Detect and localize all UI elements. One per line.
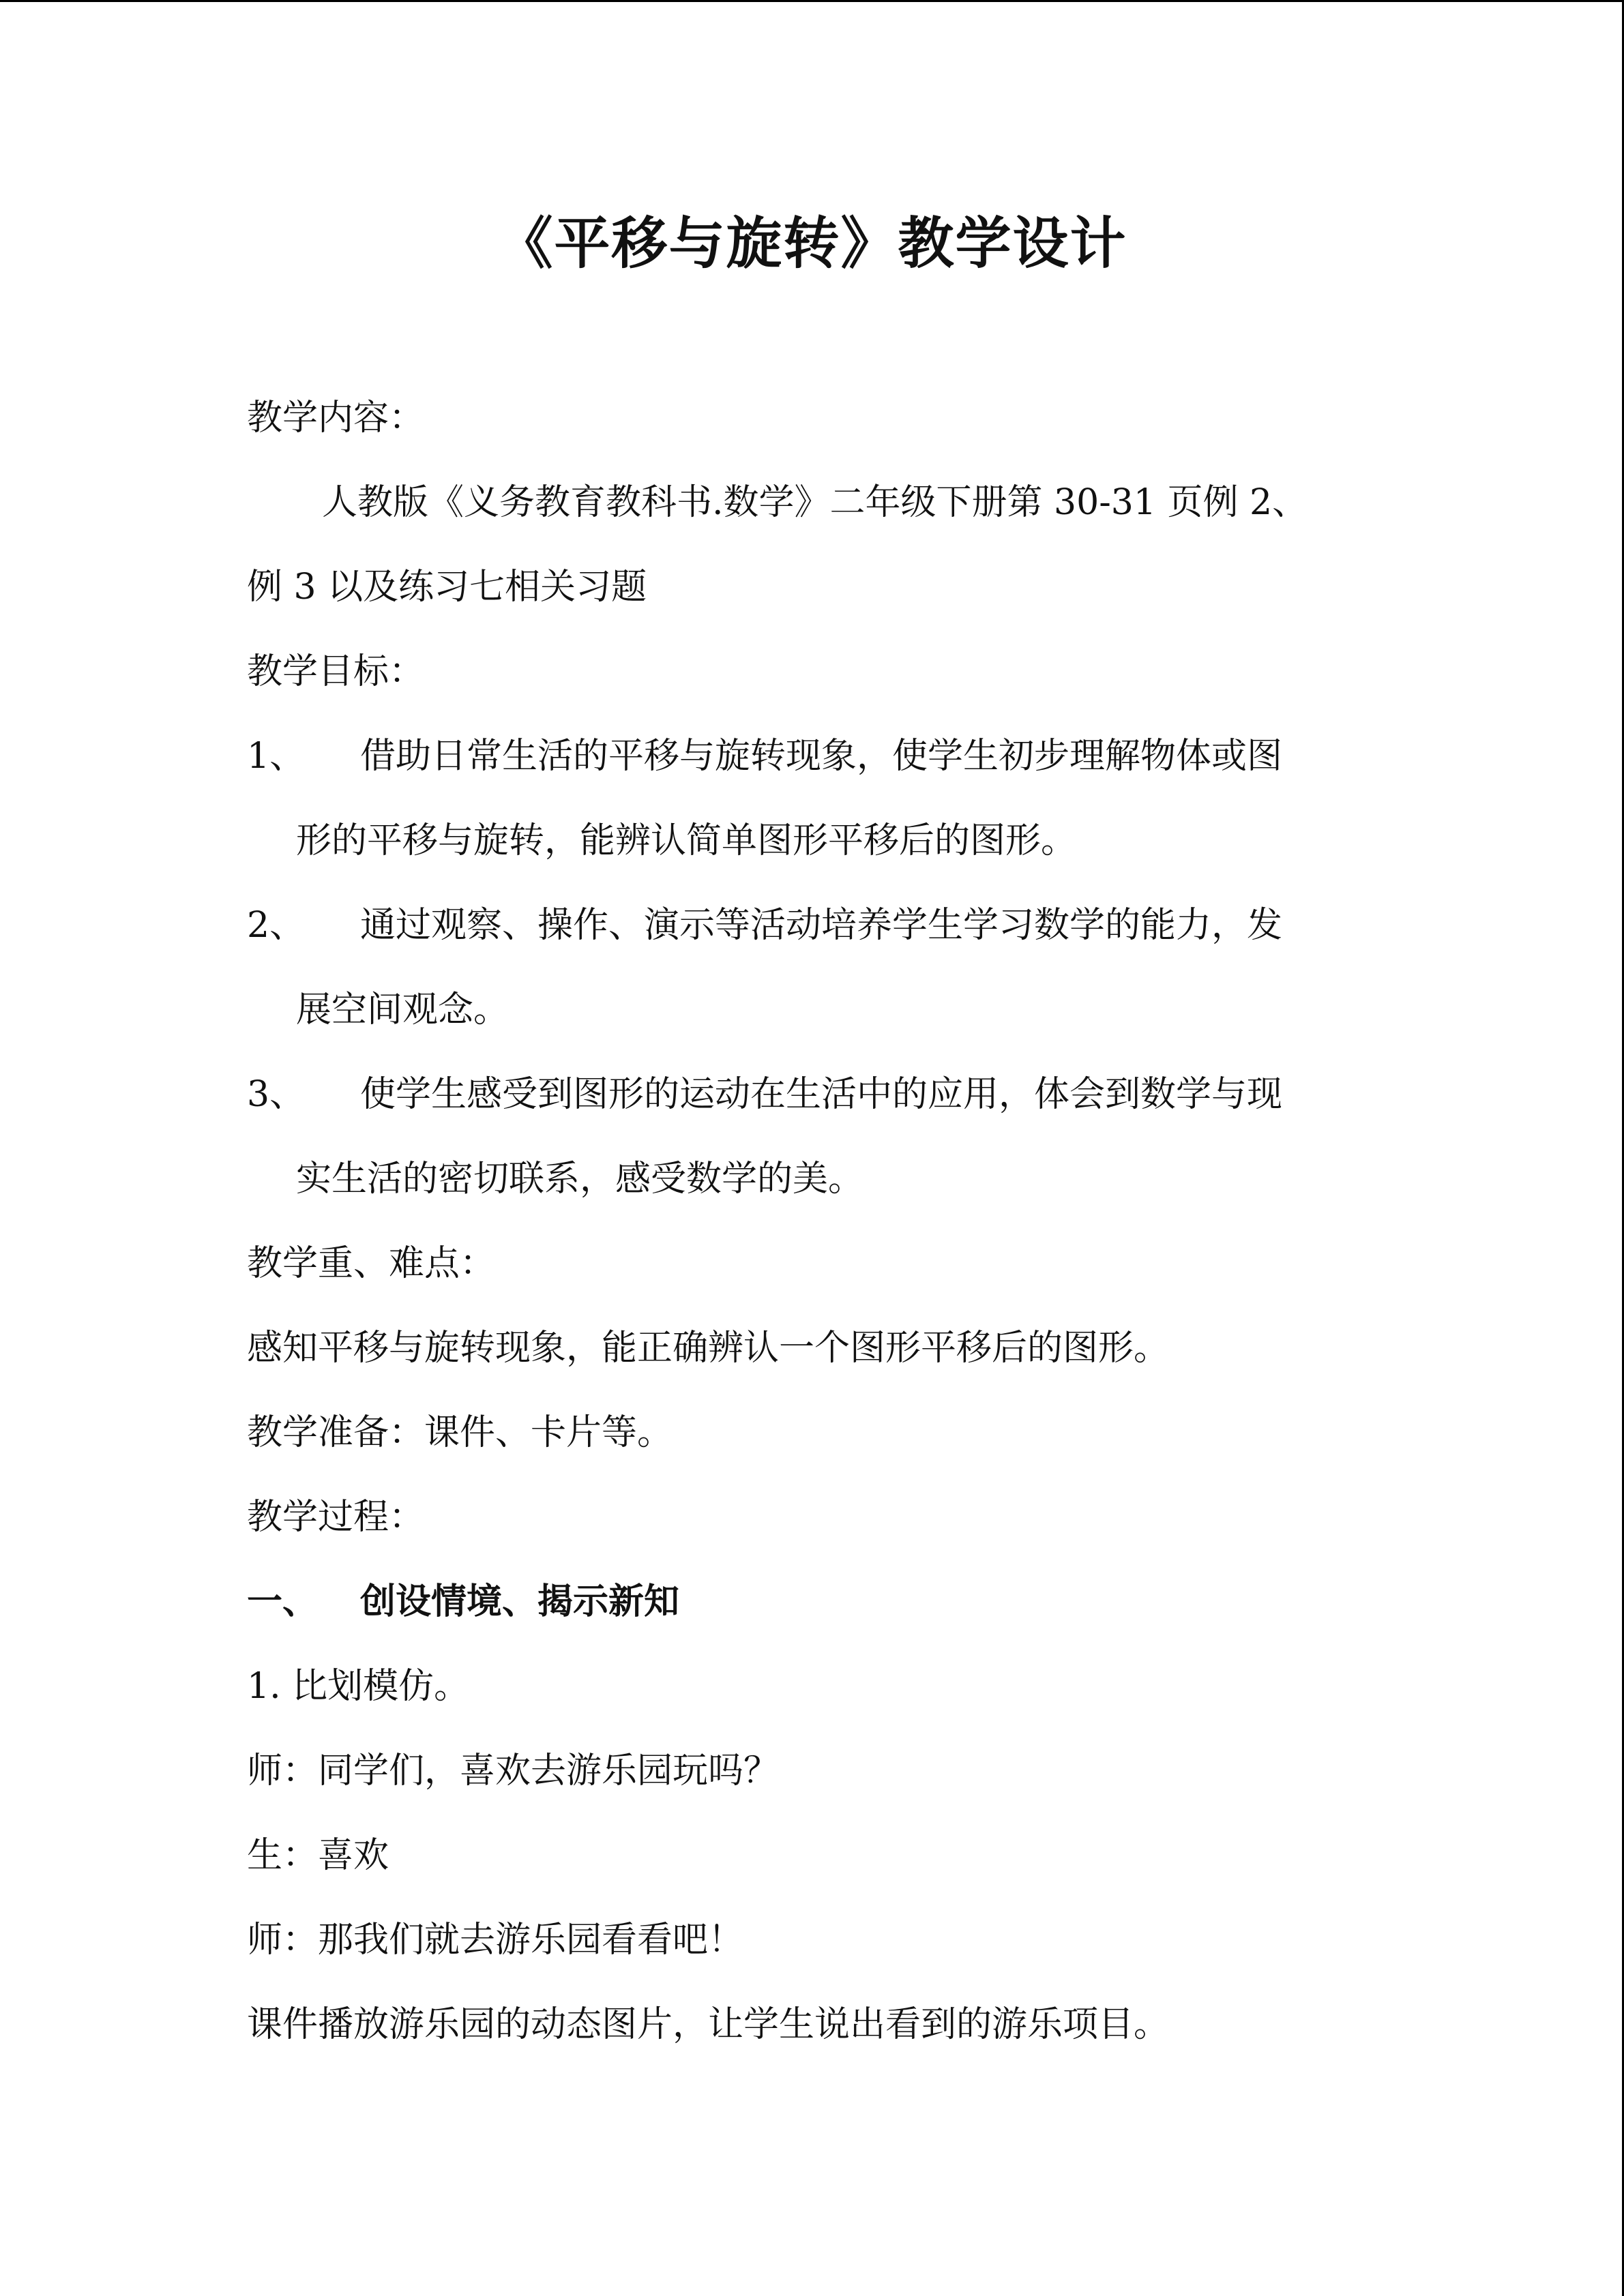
goal-1-number: 1、: [247, 736, 306, 777]
goal-1: [247, 714, 1365, 799]
key-points-label: 教学重、难点：: [247, 1243, 496, 1284]
goal-2-line-2: 展空间观念。: [296, 989, 510, 1030]
goal-3-line-1: 使学生感受到图形的运动在生活中的应用，体会到数学与现: [360, 1074, 1283, 1115]
goal-2: [247, 883, 1365, 968]
preparation-text: 教学准备：课件、卡片等。: [247, 1412, 673, 1453]
closing-text: 课件播放游乐园的动态图片，让学生说出看到的游乐项目。: [247, 2004, 1170, 2045]
content-text-line-2: 例 3 以及练习七相关习题: [247, 567, 647, 608]
document-title: 《平移与旋转》教学设计: [497, 211, 1127, 276]
dialogue-line-2: 生：喜欢: [247, 1835, 389, 1876]
section-heading: [247, 1560, 1365, 1644]
goal-1-line-1: 借助日常生活的平移与旋转现象，使学生初步理解物体或图: [360, 736, 1283, 777]
goal-2-line-1: 通过观察、操作、演示等活动培养学生学习数学的能力，发: [360, 905, 1283, 946]
section-number: 一、: [247, 1581, 319, 1622]
goal-3-number: 3、: [247, 1074, 306, 1115]
goal-2-number: 2、: [247, 905, 306, 946]
process-label: 教学过程：: [247, 1497, 425, 1538]
document-body: [247, 376, 1365, 2067]
goals-label: 教学目标：: [247, 651, 425, 692]
goal-3-line-2: 实生活的密切联系，感受数学的美。: [296, 1159, 864, 1199]
key-points-text: 感知平移与旋转现象，能正确辨认一个图形平移后的图形。: [247, 1328, 1170, 1369]
goal-3: [247, 1052, 1365, 1137]
dialogue-line-1: 师：同学们，喜欢去游乐园玩吗？: [247, 1750, 780, 1791]
dialogue-line-3: 师：那我们就去游乐园看看吧！: [247, 1920, 744, 1960]
content-label: 教学内容：: [247, 398, 425, 438]
goal-1-line-2: 形的平移与旋转，能辨认简单图形平移后的图形。: [296, 820, 1077, 861]
step-1: 1. 比划模仿。: [247, 1666, 470, 1707]
content-text-line-1: 人教版《义务教育教科书.数学》二年级下册第 30-31 页例 2、: [322, 482, 1308, 523]
section-title: 创设情境、揭示新知: [360, 1581, 680, 1622]
